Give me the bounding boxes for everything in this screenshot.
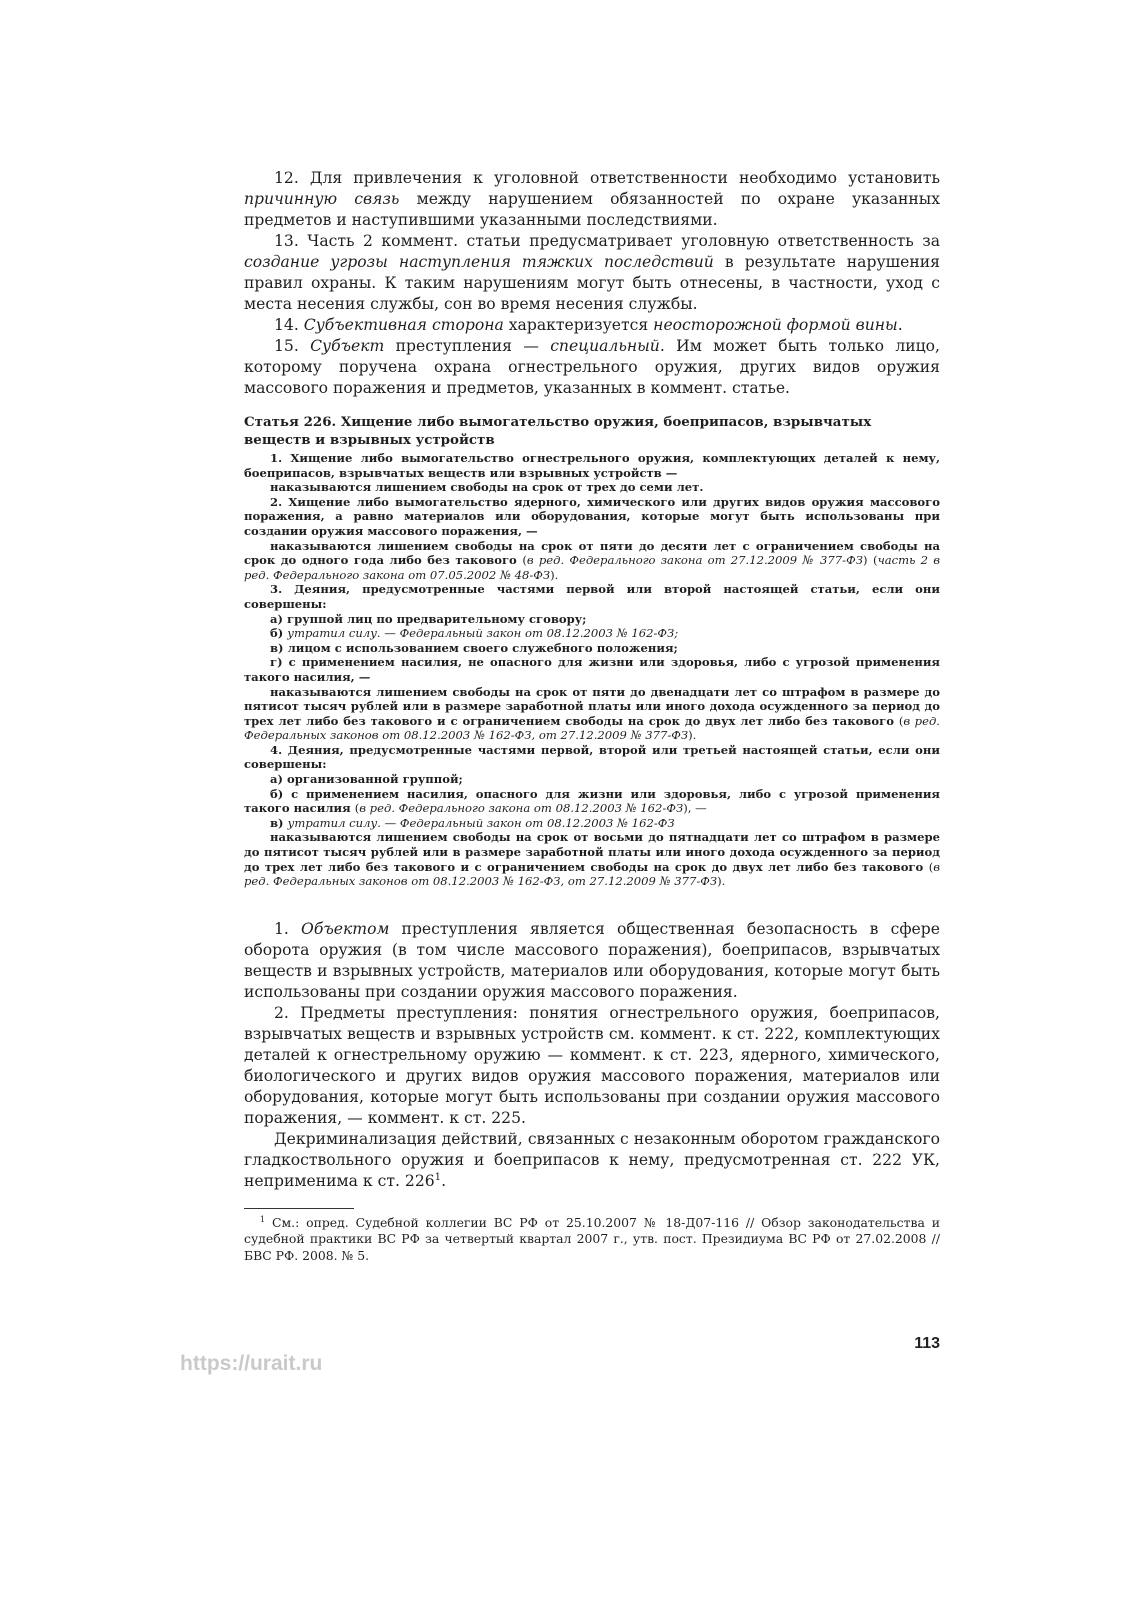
italic-term: Субъективная сторона xyxy=(303,316,504,334)
article-part-4-a: а) организованной группой; xyxy=(270,772,463,787)
article-part-3-b xyxy=(244,626,940,641)
spacer xyxy=(244,889,940,919)
edition-note: в ред. Федерального закона от 08.12.2003 № 162-ФЗ xyxy=(359,801,684,816)
text: 12. Для привлечения к уголовной ответственности необходимо установить xyxy=(274,169,940,187)
footnote-mark: 1 xyxy=(260,1214,266,1224)
edition-note: в ред. Федеральных законов от 08.12.2003 № 162-ФЗ, от 27.12.2009 № 377-ФЗ xyxy=(244,713,940,743)
commentary-1 xyxy=(244,919,940,1003)
footnote-reference[interactable]: 1 xyxy=(434,1171,442,1183)
article-part-1: 1. Хищение либо вымогательство огнестрельного оружия, комплектующих деталей к нему, боеприпасов, взрывчатых веществ или взрывных устройств — xyxy=(244,451,940,480)
commentary-3 xyxy=(244,1129,940,1192)
text: в результате нарушения правил охраны. К таким нарушениям могут быть отнесены, в частности, уход с места несения службы, сон во время несения службы. xyxy=(244,253,940,313)
italic-term: причинную связь xyxy=(244,190,400,208)
text: наказываются лишением свободы на срок от пяти до десяти лет с ограничением свободы на срок до одного года либо без такового xyxy=(244,538,940,568)
article-part-3-a: а) группой лиц по предварительному сговору; xyxy=(270,611,587,626)
page-number: 113 xyxy=(914,1335,940,1352)
article-title: Статья 226. Хищение либо вымогательство оружия, боеприпасов, взрывчатых веществ и взрывных устройств xyxy=(244,414,872,448)
paragraph-13 xyxy=(244,231,940,315)
paragraph-14 xyxy=(244,315,940,336)
repealed-note: утратил силу. — Федеральный закон от 08.12.2003 № 162-ФЗ xyxy=(287,815,675,830)
article-part-1-penalty: наказываются лишением свободы на срок от трех до семи лет. xyxy=(270,480,704,495)
text: наказываются лишением свободы на срок от восьми до пятнадцати лет со штрафом в размере до пятисот тысяч рублей или в размере заработной платы или иного дохода осужденного за период до трех лет либо без такового и с ограничением свободы на срок до двух лет либо без такового xyxy=(244,830,940,874)
text: . Им может быть только лицо, которому поручена охрана огнестрельного оружия, других видов оружия массового поражения и предметов, указанных в коммент. статье. xyxy=(244,337,940,397)
watermark-url: https://urait.ru xyxy=(180,1352,323,1375)
article-part-4-penalty: наказываются лишением свободы на срок от восьми до пятнадцати лет со штрафом в размере до пятисот тысяч рублей или в размере заработной платы или иного дохода осужденного за период до трех лет либо без такового и с ограничением свободы на срок до двух лет либо без такового (в ред. Федеральных законов от 08.12.2003 № 162-ФЗ, от 27.12.2009 № 377-ФЗ). xyxy=(244,830,940,889)
footnote-text: См.: опред. Судебной коллегии ВС РФ от 25.10.2007 № 18-Д07-116 // Обзор законодательства и судебной практики ВС РФ за четвертый квартал 2007 г., утв. пост. Президиума ВС РФ от 27.02.2008 // БВС РФ. 2008. № 5. xyxy=(244,1214,940,1263)
page-content xyxy=(244,168,940,1264)
text: 1. xyxy=(274,919,302,938)
edition-note: часть 2 в ред. Федерального закона от 07.05.2002 № 48-ФЗ xyxy=(244,553,941,582)
repealed-note: утратил силу. — Федеральный закон от 08.12.2003 № 162-ФЗ; xyxy=(287,626,679,641)
article-part-4: 4. Деяния, предусмотренные частями первой, второй или третьей настоящей статьи, если они совершены: xyxy=(244,742,940,772)
text: 15. xyxy=(274,337,311,355)
item-label: в) xyxy=(270,815,284,830)
text: 14. xyxy=(274,316,304,334)
text: . xyxy=(897,316,903,334)
edition-note: в ред. Федеральных законов от 08.12.2003 № 162-ФЗ, от 27.12.2009 № 377-ФЗ xyxy=(244,859,940,889)
text: б) с применением насилия, опасного для жизни или здоровья, либо с угрозой применения такого насилия xyxy=(244,786,940,816)
text: Декриминализация действий, связанных с незаконным оборотом гражданского гладкоствольного оружия и боеприпасов к нему, предусмотренная ст. 222 УК, неприменима к ст. 226 xyxy=(244,1129,940,1190)
italic-term: Субъект xyxy=(310,337,385,355)
article-part-3: 3. Деяния, предусмотренные частями первой или второй настоящей статьи, если они совершены: xyxy=(244,582,940,611)
article-text xyxy=(244,451,940,889)
article-part-4-b: б) с применением насилия, опасного для жизни или здоровья, либо с угрозой применения такого насилия (в ред. Федерального закона от 08.12.2003 № 162-ФЗ), — xyxy=(244,786,940,816)
text: 13. Часть 2 коммент. статьи предусматривает уголовную ответственность за xyxy=(274,232,940,250)
commentary-2: 2. Предметы преступления: понятия огнестрельного оружия, боеприпасов, взрывчатых веществ и взрывных устройств см. коммент. к ст. 222, комплектующих деталей к огнестрельному оружию — коммент. к ст. 223, ядерного, химического, биологического и других видов оружия массового поражения, материалов или оборудования, которые могут быть использованы при создании оружия массового поражения, — коммент. к ст. 225. xyxy=(244,1003,940,1127)
text: преступления — xyxy=(384,337,551,355)
article-part-4-v xyxy=(244,816,940,831)
paragraph-15 xyxy=(244,336,940,399)
edition-note: в ред. Федерального закона от 27.12.2009 № 377-ФЗ xyxy=(526,553,863,568)
item-label: б) xyxy=(270,626,284,641)
italic-term: Объектом xyxy=(301,919,390,938)
article-part-3-g: г) с применением насилия, не опасного для жизни или здоровья, либо с угрозой применения такого насилия, — xyxy=(244,655,940,684)
text: характеризуется xyxy=(503,316,654,334)
italic-term: создание угрозы наступления тяжких последствий xyxy=(244,253,714,271)
footnote xyxy=(244,1215,940,1265)
article-part-2: 2. Хищение либо вымогательство ядерного, химического или других видов оружия массового поражения, а равно материалов или оборудования, которые могут быть использованы при создании оружия массового поражения, — xyxy=(244,494,940,538)
text: между нарушением обязанностей по охране указанных предметов и наступившими указанными последствиями. xyxy=(244,190,940,229)
article-part-2-penalty: наказываются лишением свободы на срок от пяти до десяти лет с ограничением свободы на срок до одного года либо без такового (в ред. Федерального закона от 27.12.2009 № 377-ФЗ) (часть 2 в ред. Федерального закона от 07.05.2002 № 48-ФЗ). xyxy=(244,538,941,582)
paragraph-12 xyxy=(244,168,940,231)
article-part-3-v: в) лицом с использованием своего служебного положения; xyxy=(270,640,678,655)
footnote-divider xyxy=(244,1208,354,1209)
text: . xyxy=(441,1171,447,1190)
text: преступления является общественная безопасность в сфере оборота оружия (в том числе массового поражения), боеприпасов, взрывчатых веществ и взрывных устройств, материалов или оборудования, которые могут быть использованы при создании оружия массового поражения. xyxy=(244,919,940,1001)
text: наказываются лишением свободы на срок от пяти до двенадцати лет со штрафом в размере до пятисот тысяч рублей или в размере заработной платы или иного дохода осужденного за период до трех лет либо без такового и с ограничением свободы на срок до двух лет либо без такового xyxy=(244,684,940,728)
article-part-3-penalty: наказываются лишением свободы на срок от пяти до двенадцати лет со штрафом в размере до пятисот тысяч рублей или в размере заработной платы или иного дохода осужденного за период до трех лет либо без такового и с ограничением свободы на срок до двух лет либо без такового (в ред. Федеральных законов от 08.12.2003 № 162-ФЗ, от 27.12.2009 № 377-ФЗ). xyxy=(244,684,940,743)
italic-term: специальный xyxy=(550,337,660,355)
italic-term: неосторожной формой вины xyxy=(653,316,898,334)
